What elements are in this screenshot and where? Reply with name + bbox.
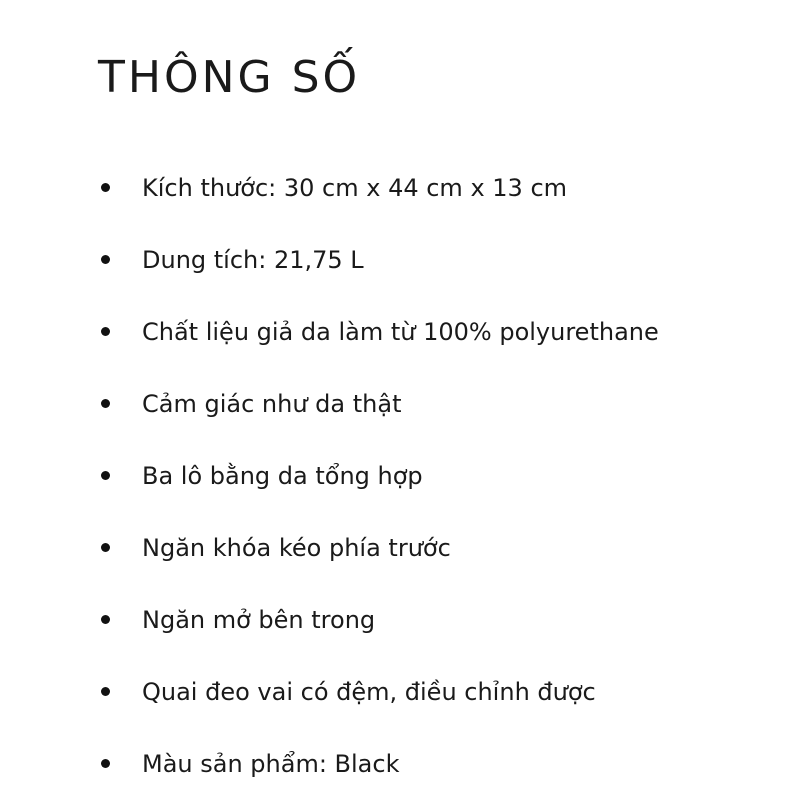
bullet-icon bbox=[101, 471, 110, 480]
spec-text: Ngăn khóa kéo phía trước bbox=[142, 534, 451, 562]
bullet-icon bbox=[101, 327, 110, 336]
spec-text: Quai đeo vai có đệm, điều chỉnh được bbox=[142, 678, 596, 706]
spec-text: Kích thước: 30 cm x 44 cm x 13 cm bbox=[142, 174, 568, 202]
page-title: THÔNG SỐ bbox=[98, 52, 361, 103]
spec-text: Ngăn mở bên trong bbox=[142, 606, 376, 634]
bullet-icon bbox=[101, 543, 110, 552]
spec-text: Ba lô bằng da tổng hợp bbox=[142, 462, 423, 490]
spec-text: Chất liệu giả da làm từ 100% polyurethane bbox=[142, 318, 659, 346]
bullet-icon bbox=[101, 615, 110, 624]
spec-text: Cảm giác như da thật bbox=[142, 390, 402, 418]
spec-text: Dung tích: 21,75 L bbox=[142, 246, 364, 274]
bullet-icon bbox=[101, 687, 110, 696]
bullet-icon bbox=[101, 399, 110, 408]
bullet-icon bbox=[101, 759, 110, 768]
bullet-icon bbox=[101, 183, 110, 192]
bullet-icon bbox=[101, 255, 110, 264]
spec-text: Màu sản phẩm: Black bbox=[142, 750, 400, 778]
